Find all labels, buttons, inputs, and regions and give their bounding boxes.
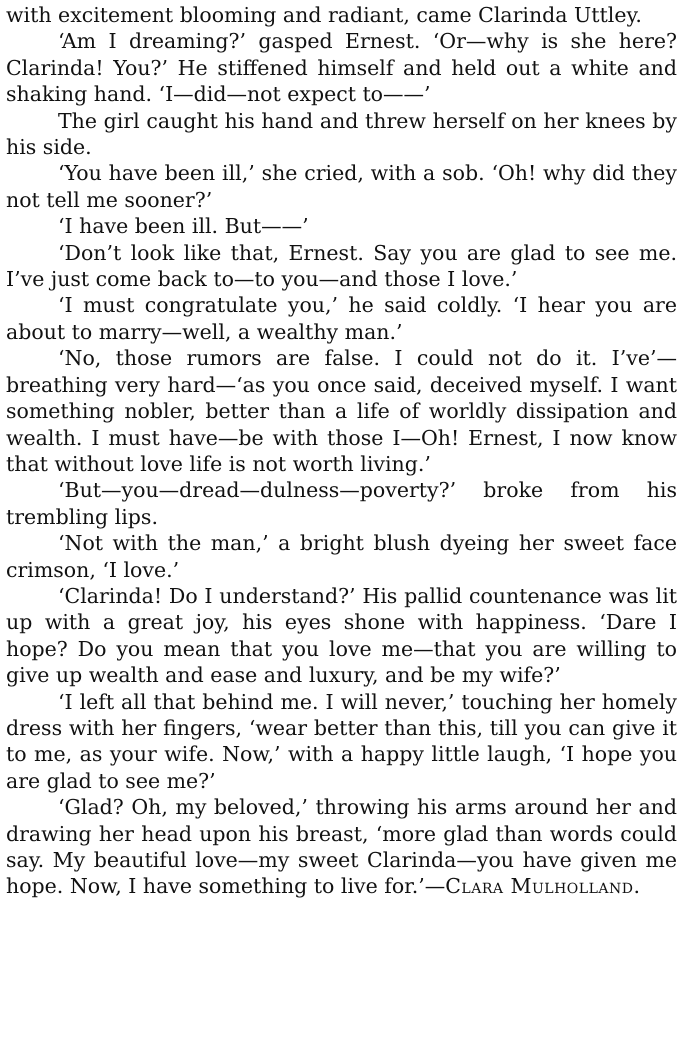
paragraph: ‘I have been ill. But——’ [58,214,309,239]
paragraph: ‘Clarinda! Do I understand?’ His pallid countenance was lit up with a great joy, his eyes shone with happiness. ‘Dare I hope? Do you mean that you love me—that you are willing to give up wealth and ease and luxury, and be my wife?’ [6,583,677,688]
paragraph: ‘But—you—dread—dulness—poverty?’ broke from his trembling lips. [6,478,677,529]
final-paragraph-text: ‘Glad? Oh, my beloved,’ throwing his arms around her and drawing her head upon his breast, ‘more glad than words could say. My beautiful love—my sweet Clarinda—you have given me hope. Now, I have something to live for.’— [6,795,677,899]
paragraph: ‘Not with the man,’ a bright blush dyeing her sweet face crimson, ‘I love.’ [6,531,677,582]
author-signature: Clara Mulholland. [445,874,641,899]
paragraph: ‘Don’t look like that, Ernest. Say you are glad to see me. I’ve just come back to—to you—and those I love.’ [6,240,677,292]
paragraph: ‘No, those rumors are false. I could not do it. I’ve’—breathing very hard—‘as you once said, deceived myself. I want something nobler, better than a life of worldly dissipation and wealth. I must have—be with those I—Oh! Ernest, I now know that without love life is not worth living.’ [6,346,677,476]
paragraph: ‘You have been ill,’ she cried, with a sob. ‘Oh! why did they not tell me sooner?’ [6,161,677,212]
paragraph: with excitement blooming and radiant, came Clarinda Uttley. [6,3,642,27]
paragraph: ‘I must congratulate you,’ he said coldly. ‘I hear you are about to marry—well, a wealthy man.’ [6,293,677,344]
final-paragraph [6,794,677,900]
paragraph: ‘Am I dreaming?’ gasped Ernest. ‘Or—why is she here? Clarinda! You?’ He stiffened himself and held out a white and shaking hand. ‘I—did—not expect to——’ [6,29,677,107]
paragraph: The girl caught his hand and threw herself on her knees by his side. [6,108,677,160]
paragraph: ‘I left all that behind me. I will never,’ touching her homely dress with her fingers, ‘wear better than this, till you can give it to me, as your wife. Now,’ with a happy little laugh, ‘I hope you are glad to see me?’ [6,689,677,793]
